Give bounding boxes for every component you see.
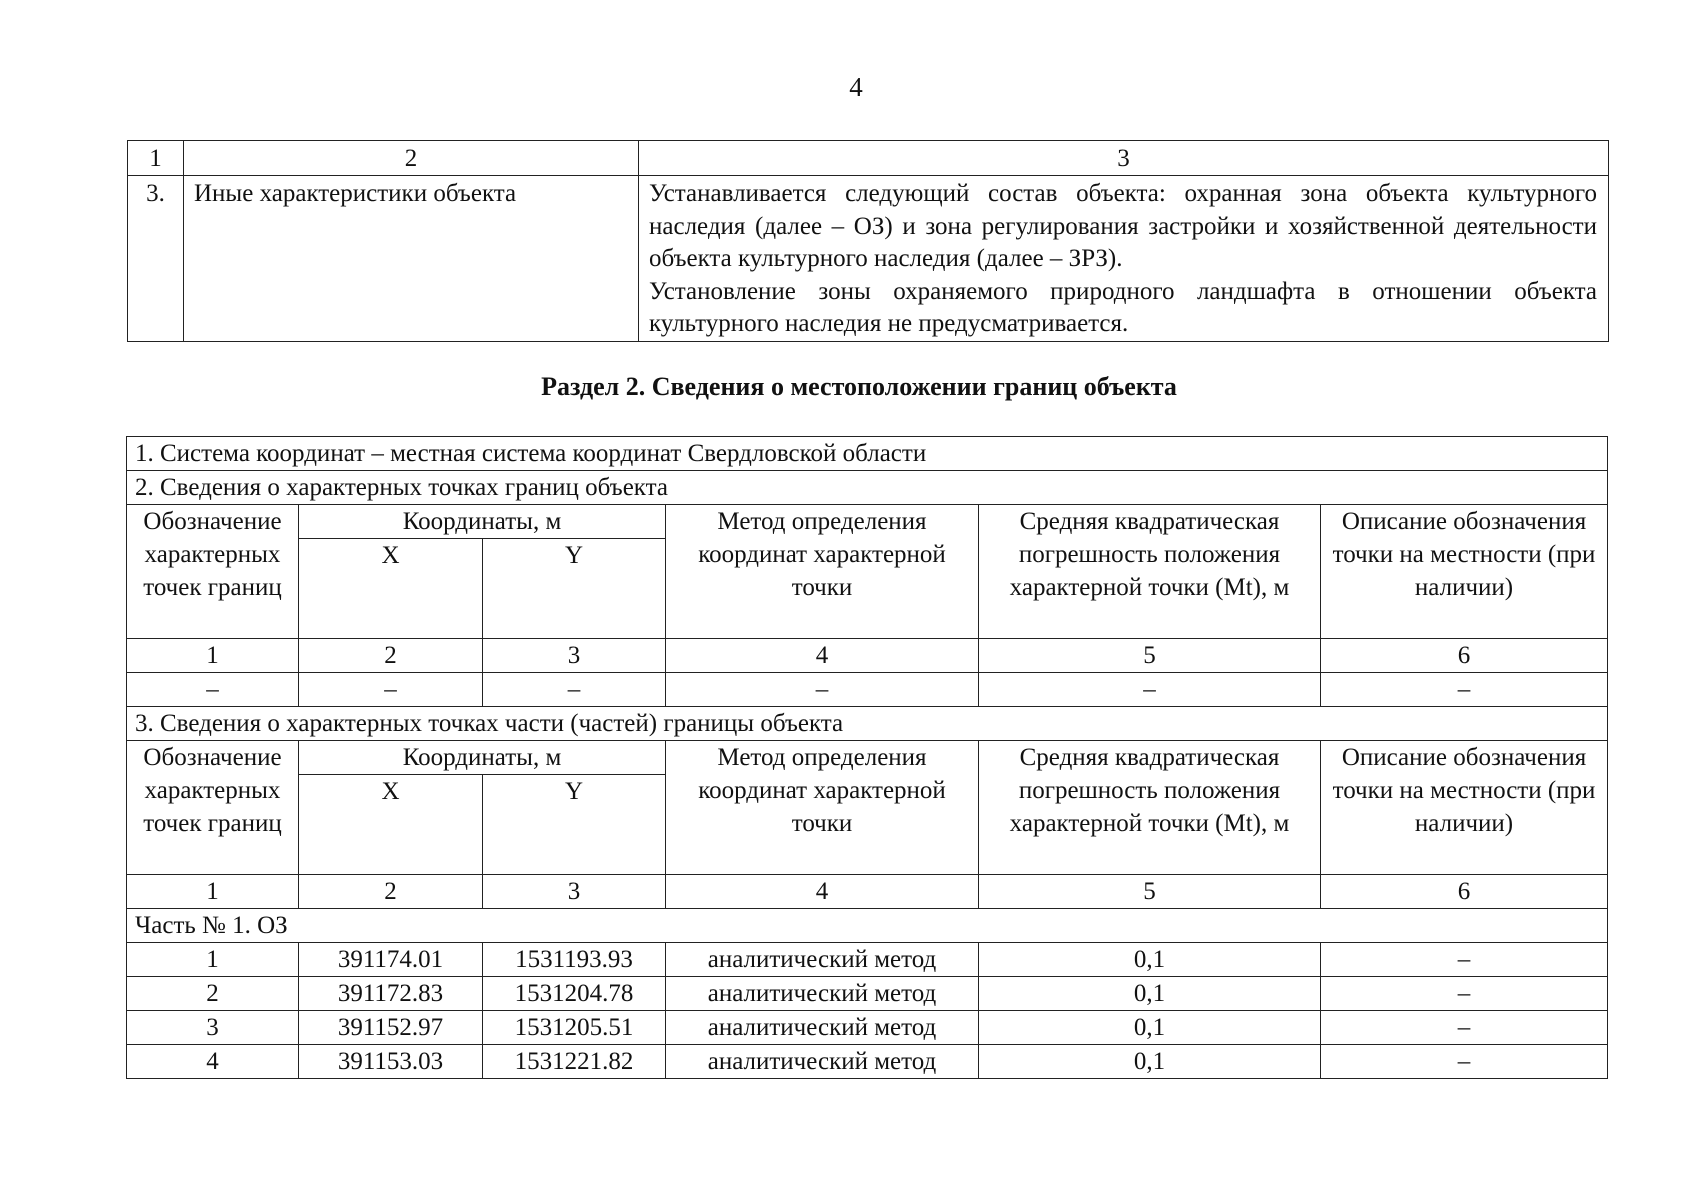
point-error: 0,1 xyxy=(979,943,1321,977)
table-row xyxy=(127,943,1608,977)
part-points-title-row xyxy=(127,707,1608,741)
point-method: аналитический метод xyxy=(666,943,979,977)
table-row xyxy=(127,977,1608,1011)
point-y: 1531193.93 xyxy=(483,943,666,977)
column-number: 2 xyxy=(299,639,483,673)
point-x: 391153.03 xyxy=(299,1045,483,1079)
error-header: Средняя квадратическая погрешность положения характерной точки (Mt), м xyxy=(979,741,1321,875)
column-number: 1 xyxy=(127,639,299,673)
header-row xyxy=(127,741,1608,775)
boundary-points-title: 2. Сведения о характерных точках границ объекта xyxy=(127,471,1608,505)
column-numbers-row xyxy=(127,639,1608,673)
part-label-row xyxy=(127,909,1608,943)
empty-cell: – xyxy=(666,673,979,707)
method-header: Метод определения координат характерной точки xyxy=(666,505,979,639)
boundary-points-title-row xyxy=(127,471,1608,505)
point-y: 1531204.78 xyxy=(483,977,666,1011)
column-number: 3 xyxy=(483,639,666,673)
table-row xyxy=(127,1011,1608,1045)
part-label: Часть № 1. ОЗ xyxy=(127,909,1608,943)
x-header: X xyxy=(299,775,483,875)
column-number-2: 2 xyxy=(184,141,639,176)
point-description: – xyxy=(1321,943,1608,977)
method-header: Метод определения координат характерной точки xyxy=(666,741,979,875)
point-number: 3 xyxy=(127,1011,299,1045)
paragraph: Устанавливается следующий состав объекта: охранная зона объекта культурного наследия (далее – ОЗ) и зона регулирования застройки и хозяйственной деятельности объекта культурного наследия (далее – ЗРЗ). xyxy=(649,180,1597,272)
point-number: 2 xyxy=(127,977,299,1011)
table-header-row xyxy=(128,141,1609,176)
column-numbers-row xyxy=(127,875,1608,909)
point-method: аналитический метод xyxy=(666,977,979,1011)
part-points-title: 3. Сведения о характерных точках части (частей) границы объекта xyxy=(127,707,1608,741)
point-description: – xyxy=(1321,1045,1608,1079)
point-error: 0,1 xyxy=(979,1011,1321,1045)
row-number: 3. xyxy=(128,176,184,342)
header-row xyxy=(127,505,1608,539)
empty-cell: – xyxy=(299,673,483,707)
point-x: 391152.97 xyxy=(299,1011,483,1045)
point-error: 0,1 xyxy=(979,1045,1321,1079)
column-number: 5 xyxy=(979,639,1321,673)
point-y: 1531205.51 xyxy=(483,1011,666,1045)
column-number-3: 3 xyxy=(639,141,1609,176)
description-header: Описание обозначения точки на местности (при наличии) xyxy=(1321,741,1608,875)
column-number-1: 1 xyxy=(128,141,184,176)
empty-cell: – xyxy=(979,673,1321,707)
table-row xyxy=(127,1045,1608,1079)
column-number: 6 xyxy=(1321,875,1608,909)
point-number: 4 xyxy=(127,1045,299,1079)
coordinates-header: Координаты, м xyxy=(299,741,666,775)
coordinate-system-text: 1. Система координат – местная система координат Свердловской области xyxy=(127,437,1608,471)
empty-cell: – xyxy=(483,673,666,707)
characteristic-name: Иные характеристики объекта xyxy=(184,176,639,342)
boundaries-table xyxy=(126,436,1608,1079)
paragraph: Установление зоны охраняемого природного ландшафта в отношении объекта культурного наследия не предусматривается. xyxy=(649,277,1597,337)
section-title: Раздел 2. Сведения о местоположении границ объекта xyxy=(541,372,1177,401)
table-row xyxy=(128,176,1609,342)
column-number: 4 xyxy=(666,639,979,673)
x-header: X xyxy=(299,539,483,639)
designation-header: Обозначение характерных точек границ xyxy=(127,741,299,875)
column-number: 6 xyxy=(1321,639,1608,673)
column-number: 5 xyxy=(979,875,1321,909)
point-x: 391174.01 xyxy=(299,943,483,977)
empty-cell: – xyxy=(1321,673,1608,707)
point-x: 391172.83 xyxy=(299,977,483,1011)
characteristic-value xyxy=(639,176,1609,342)
column-number: 1 xyxy=(127,875,299,909)
point-method: аналитический метод xyxy=(666,1011,979,1045)
characteristics-table xyxy=(127,140,1609,342)
point-method: аналитический метод xyxy=(666,1045,979,1079)
column-number: 2 xyxy=(299,875,483,909)
coordinate-system-row xyxy=(127,437,1608,471)
error-header: Средняя квадратическая погрешность положения характерной точки (Mt), м xyxy=(979,505,1321,639)
column-number: 4 xyxy=(666,875,979,909)
point-description: – xyxy=(1321,1011,1608,1045)
empty-data-row xyxy=(127,673,1608,707)
y-header: Y xyxy=(483,775,666,875)
y-header: Y xyxy=(483,539,666,639)
empty-cell: – xyxy=(127,673,299,707)
coordinates-header: Координаты, м xyxy=(299,505,666,539)
point-description: – xyxy=(1321,977,1608,1011)
designation-header: Обозначение характерных точек границ xyxy=(127,505,299,639)
column-number: 3 xyxy=(483,875,666,909)
page-number: 4 xyxy=(849,72,863,102)
point-number: 1 xyxy=(127,943,299,977)
point-y: 1531221.82 xyxy=(483,1045,666,1079)
description-header: Описание обозначения точки на местности (при наличии) xyxy=(1321,505,1608,639)
point-error: 0,1 xyxy=(979,977,1321,1011)
